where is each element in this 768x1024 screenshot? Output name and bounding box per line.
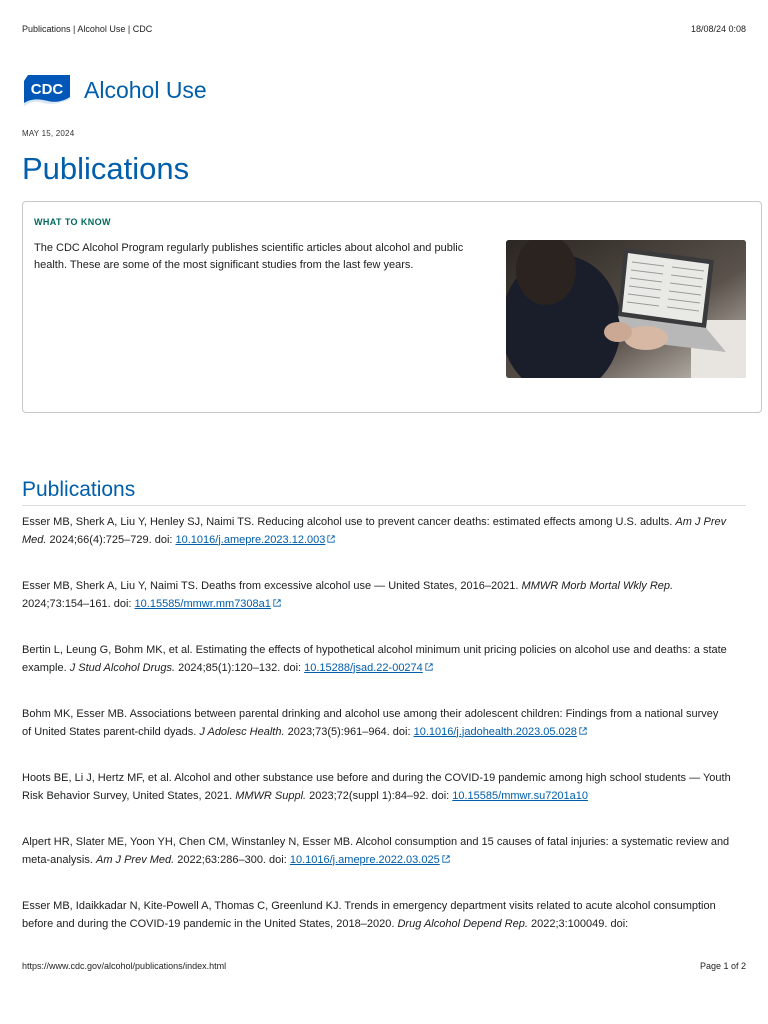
doi-link[interactable]: 10.15585/mmwr.su7201a10 (452, 789, 589, 802)
doi-link[interactable]: 10.15585/mmwr.mm7308a1 (134, 597, 271, 610)
print-url: https://www.cdc.gov/alcohol/publications/index.html (22, 961, 227, 971)
doi-link[interactable]: 10.15288/jsad.22-00274 (304, 661, 423, 674)
doi-link[interactable]: 10.1016/j.amepre.2023.12.003 (175, 533, 326, 546)
external-link-icon[interactable] (327, 535, 335, 543)
print-timestamp: 18/08/24 0:08 (690, 24, 746, 34)
laptop-photo (506, 240, 746, 378)
publication-item: Alpert HR, Slater ME, Yoon YH, Chen CM, Winstanley N, Esser MB. Alcohol consumption and 15 causes of fatal injuries: a systematic review and meta-analysis. Am J Prev Med. 2022;63:286–300. doi: 10.1016/j.amepre.2022.03.025 (22, 836, 730, 866)
page-title: Publications (22, 151, 190, 186)
site-title[interactable]: Alcohol Use (84, 76, 207, 103)
publication-item: Bohm MK, Esser MB. Associations between parental drinking and alcohol use among their adolescent children: Findings from a national survey of United States parent-child dyads. J Adolesc Health. 2023;73(5):961–964. doi: 10.1016/j.jadohealth.2023.05.028 (22, 708, 719, 738)
laptop-photo-image (506, 240, 746, 378)
publish-date: MAY 15, 2024 (22, 129, 75, 138)
external-link-icon[interactable] (579, 727, 587, 735)
external-link-icon[interactable] (273, 599, 281, 607)
publications-list (22, 514, 768, 938)
doi-link[interactable]: 10.1016/j.amepre.2022.03.025 (289, 853, 440, 866)
publication-item: Hoots BE, Li J, Hertz MF, et al. Alcohol and other substance use before and during the COVID-19 pandemic among high school students — Youth Risk Behavior Survey, United States, 2021. MMWR Suppl. 2023;72(suppl 1):84–92. doi: 10.15585/mmwr.su7201a10 (22, 772, 731, 802)
print-footer (22, 961, 746, 971)
cdc-logo-text: CDC (30, 81, 64, 98)
site-brand[interactable] (22, 73, 207, 107)
publication-item: Esser MB, Sherk A, Liu Y, Henley SJ, Naimi TS. Reducing alcohol use to prevent cancer deaths: estimated effects among U.S. adults. Am J Prev Med. 2024;66(4):725–729. doi: 10.1016/j.amepre.2023.12.003 (22, 516, 727, 546)
what-to-know-label: WHAT TO KNOW (34, 217, 111, 227)
publication-item: Esser MB, Idaikkadar N, Kite-Powell A, Thomas C, Greenlund KJ. Trends in emergency department visits related to acute alcohol consumption before and during the COVID-19 pandemic in the United States, 2018–2020. Drug Alcohol Depend Rep. 2022;3:100049. doi: (22, 900, 716, 930)
publication-item: Esser MB, Sherk A, Liu Y, Naimi TS. Deaths from excessive alcohol use — United States, 2016–2021. MMWR Morb Mortal Wkly Rep. 2024;73:154–161. doi: 10.15585/mmwr.mm7308a1 (22, 580, 674, 610)
publications-section-title: Publications (22, 478, 746, 506)
what-to-know-box (22, 201, 762, 413)
what-to-know-text: The CDC Alcohol Program regularly publishes scientific articles about alcohol and public health. These are some of the most significant studies from the last few years. (34, 242, 464, 271)
external-link-icon[interactable] (425, 663, 433, 671)
print-page-title: Publications | Alcohol Use | CDC (22, 24, 153, 34)
print-page-number: Page 1 of 2 (699, 961, 746, 971)
external-link-icon[interactable] (442, 855, 450, 863)
cdc-logo-icon[interactable] (22, 73, 72, 107)
doi-link[interactable]: 10.1016/j.jadohealth.2023.05.028 (413, 725, 577, 738)
print-header (22, 24, 746, 34)
publication-item: Bertin L, Leung G, Bohm MK, et al. Estimating the effects of hypothetical alcohol minimum unit pricing policies on alcohol use and deaths: a state example. J Stud Alcohol Drugs. 2024;85(1):120–132. doi: 10.15288/jsad.22-00274 (22, 644, 727, 674)
